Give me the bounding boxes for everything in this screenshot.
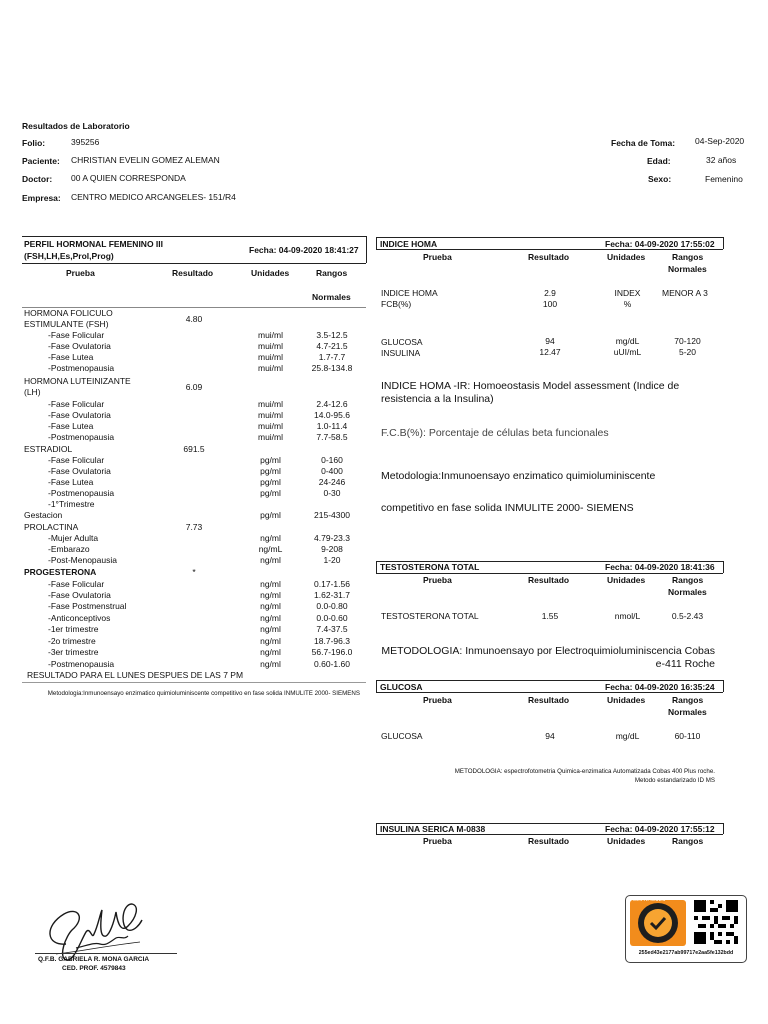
test-range: 0.17-1.56	[314, 579, 350, 589]
test-name: -Fase Ovulatoria	[48, 410, 111, 420]
test-name: -Fase Lutea	[48, 421, 94, 431]
test-range: 0-400	[321, 466, 343, 476]
doctor-value: 00 A QUIEN CORRESPONDA	[71, 173, 186, 183]
insulina-date: Fecha: 04-09-2020 17:55:12	[605, 824, 715, 834]
handwritten-signature	[36, 896, 156, 976]
test-name: -Fase Ovulatoria	[48, 590, 111, 600]
test-name: -Postmenopausia	[48, 488, 115, 498]
test-unit: pg/ml	[260, 488, 281, 498]
hormonal-subtitle: (FSH,LH,Es,Prol,Prog)	[24, 251, 114, 261]
homa-row-unit: mg/dL	[615, 336, 640, 346]
col-prueba: Prueba	[66, 268, 95, 278]
fecha-toma-value: 04-Sep-2020	[695, 136, 745, 146]
test-name: -Fase Folicular	[48, 455, 105, 465]
section-side-rule	[376, 237, 377, 249]
test-unit: ng/ml	[260, 533, 281, 543]
test-name: -Fase Ovulatoria	[48, 341, 111, 351]
test-range: 24-246	[318, 477, 346, 487]
testosterona-name: TESTOSTERONA TOTAL	[381, 611, 479, 621]
homa-method-2: competitivo en fase solida INMULITE 2000- SIEMENS	[381, 502, 634, 514]
homa-row-unit: %	[623, 299, 632, 309]
homa-date: Fecha: 04-09-2020 17:55:02	[605, 239, 715, 249]
section-header-rule	[376, 249, 723, 250]
test-name: -Postmenopausia	[48, 363, 115, 373]
col-prueba: Prueba	[423, 252, 452, 262]
paciente-value: CHRISTIAN EVELIN GOMEZ ALEMAN	[71, 155, 220, 165]
section-side-rule	[376, 823, 377, 834]
test-name: -2o trimestre	[48, 636, 96, 646]
homa-row-result: 2.9	[544, 288, 556, 298]
test-range: 14.0-95.6	[314, 410, 350, 420]
col-unidades: Unidades	[607, 695, 646, 705]
homa-row-result: 12.47	[539, 347, 561, 357]
signature-line	[35, 953, 177, 954]
col-rangos: Rangos	[672, 252, 704, 262]
section-side-rule	[723, 237, 724, 249]
col-normales: Normales	[668, 264, 707, 274]
test-name: -Fase Ovulatoria	[48, 466, 111, 476]
col-unidades: Unidades	[607, 252, 646, 262]
section-top-rule	[376, 237, 723, 238]
glucosa-result: 94	[545, 731, 555, 741]
qr-code-icon[interactable]	[694, 900, 738, 944]
test-unit: ng/ml	[260, 659, 281, 669]
test-unit: ng/ml	[260, 636, 281, 646]
section-side-rule	[723, 823, 724, 834]
fcb-description: F.C.B(%): Porcentaje de células beta funcionales	[381, 427, 609, 439]
test-range: 18.7-96.3	[314, 636, 350, 646]
test-range: 7.4-37.5	[316, 624, 348, 634]
test-unit: ng/ml	[260, 613, 281, 623]
section-header-rule	[376, 692, 723, 693]
col-normales: Normales	[668, 587, 707, 597]
test-name: -Fase Folicular	[48, 399, 105, 409]
note-rule	[22, 682, 366, 683]
col-unidades: Unidades	[251, 268, 290, 278]
hormonal-date: Fecha: 04-09-2020 18:41:27	[249, 245, 359, 255]
section-side-rule	[376, 561, 377, 573]
doctor-label: Doctor:	[22, 174, 53, 184]
test-name: -Fase Folicular	[48, 330, 105, 340]
test-name: PROLACTINA	[24, 522, 79, 532]
test-unit: ng/ml	[260, 579, 281, 589]
test-name: -Anticonceptivos	[48, 613, 111, 623]
test-unit: mui/ml	[257, 410, 284, 420]
test-name: ESTRADIOL	[24, 444, 73, 454]
homa-description: INDICE HOMA -IR: Homoeostasis Model assessment (Indice de resistencia a la Insulina)	[381, 380, 680, 405]
glucosa-title: GLUCOSA	[380, 682, 423, 692]
section-top-rule	[376, 680, 723, 681]
folio-value: 395256	[71, 137, 100, 147]
test-range: 25.8-134.8	[311, 363, 353, 373]
test-result: 4.80	[185, 314, 203, 324]
signer-cedula: CED. PROF. 4579843	[62, 965, 126, 972]
glucosa-name: GLUCOSA	[381, 731, 423, 741]
seal-text: CERTIFICADO	[633, 897, 666, 902]
section-side-rule	[723, 680, 724, 692]
homa-row-result: 94	[545, 336, 555, 346]
test-name: ESTIMULANTE (FSH)	[24, 319, 109, 329]
hormonal-note: RESULTADO PARA EL LUNES DESPUES DE LAS 7 PM	[27, 670, 244, 680]
testosterona-date: Fecha: 04-09-2020 18:41:36	[605, 562, 715, 572]
test-range: 3.5-12.5	[316, 330, 348, 340]
testosterona-method-1: METODOLOGIA: Inmunoensayo por Electroquimioluminiscencia Cobas	[381, 645, 715, 657]
section-header-rule	[376, 573, 723, 574]
section-side-rule	[723, 561, 724, 573]
col-unidades: Unidades	[607, 836, 646, 846]
test-unit: pg/ml	[260, 466, 281, 476]
edad-label: Edad:	[647, 156, 671, 166]
glucosa-unit: mg/dL	[615, 731, 640, 741]
test-name: -Embarazo	[48, 544, 90, 554]
test-unit: ng/ml	[260, 624, 281, 634]
test-name: (LH)	[24, 387, 41, 397]
test-range: 1-20	[323, 555, 341, 565]
test-range: 1.7-7.7	[318, 352, 346, 362]
test-range: 215-4300	[314, 510, 350, 520]
section-header-rule	[22, 263, 366, 264]
paciente-label: Paciente:	[22, 156, 60, 166]
hormonal-title: PERFIL HORMONAL FEMENINO III	[24, 239, 163, 249]
test-range: 0.60-1.60	[314, 659, 350, 669]
testosterona-unit: nmol/L	[614, 611, 641, 621]
test-name: -Fase Folicular	[48, 579, 105, 589]
test-unit: ng/ml	[260, 555, 281, 565]
test-range: 0.0-0.80	[316, 601, 348, 611]
test-name: HORMONA LUTEINIZANTE	[24, 376, 131, 386]
col-prueba: Prueba	[423, 575, 452, 585]
col-prueba: Prueba	[423, 836, 452, 846]
empresa-label: Empresa:	[22, 193, 61, 203]
signer-name: Q.F.B. GABRIELA R. MONA GARCIA	[38, 956, 150, 963]
test-unit: mui/ml	[257, 330, 284, 340]
testosterona-method-2: e-411 Roche	[655, 658, 715, 670]
homa-row-range: 70-120	[674, 336, 701, 346]
test-name: -3er trimestre	[48, 647, 99, 657]
col-prueba: Prueba	[423, 695, 452, 705]
hormonal-method: Metodologia:Inmunoensayo enzimatico quimioluminiscente competitivo en fase solida INMULITE 2000- SIEMENS	[47, 690, 360, 697]
col-rangos: Rangos	[316, 268, 348, 278]
test-range: 4.79-23.3	[314, 533, 350, 543]
test-name: -Postmenopausia	[48, 659, 115, 669]
col-rangos: Rangos	[672, 575, 704, 585]
testosterona-title: TESTOSTERONA TOTAL	[380, 562, 480, 572]
test-range: 56.7-196.0	[311, 647, 353, 657]
col-resultado: Resultado	[528, 695, 570, 705]
insulina-title: INSULINA SERICA M-0838	[380, 824, 486, 834]
test-range: 1.0-11.4	[316, 421, 348, 431]
test-range: 1.62-31.7	[314, 590, 350, 600]
homa-row-name: GLUCOSA	[381, 337, 423, 347]
test-unit: pg/ml	[260, 477, 281, 487]
section-side-rule	[366, 236, 367, 263]
test-range: 9-208	[321, 544, 343, 554]
test-unit: mui/ml	[257, 432, 284, 442]
test-result: 691.5	[183, 444, 205, 454]
col-resultado: Resultado	[528, 836, 570, 846]
test-unit: mui/ml	[257, 399, 284, 409]
test-unit: ng/mL	[258, 544, 283, 554]
testosterona-range: 0.5-2.43	[671, 611, 704, 621]
test-range: 0-160	[321, 455, 343, 465]
sexo-label: Sexo:	[648, 174, 672, 184]
col-resultado: Resultado	[172, 268, 214, 278]
test-name: -1er trimestre	[48, 624, 99, 634]
test-unit: ng/ml	[260, 590, 281, 600]
homa-row-name: FCB(%)	[381, 299, 412, 309]
test-unit: mui/ml	[257, 341, 284, 351]
homa-row-result: 100	[542, 299, 558, 309]
test-name: HORMONA FOLICULO	[24, 308, 113, 318]
homa-row-range: 5-20	[678, 347, 696, 357]
test-range: 0-30	[323, 488, 341, 498]
test-result: 7.73	[185, 522, 203, 532]
col-normales: Normales	[312, 292, 351, 302]
test-range: 7.7-58.5	[316, 432, 348, 442]
homa-title: INDICE HOMA	[380, 239, 438, 249]
section-header-rule	[376, 834, 723, 835]
test-name: -Fase Lutea	[48, 352, 94, 362]
test-unit: ng/ml	[260, 647, 281, 657]
homa-row-name: INDICE HOMA	[381, 288, 438, 298]
test-range: 4.7-21.5	[316, 341, 348, 351]
test-name: -Fase Postmenstrual	[48, 601, 127, 611]
col-resultado: Resultado	[528, 252, 570, 262]
test-range: 2.4-12.6	[316, 399, 348, 409]
homa-method-1: Metodologia:Inmunoensayo enzimatico quimioluminiscente	[381, 470, 656, 482]
test-result: *	[192, 567, 196, 577]
glucosa-date: Fecha: 04-09-2020 16:35:24	[605, 682, 715, 692]
col-resultado: Resultado	[528, 575, 570, 585]
test-name: -Post-Menopausia	[48, 555, 117, 565]
test-name: PROGESTERONA	[24, 567, 97, 577]
col-rangos: Rangos	[672, 836, 704, 846]
glucosa-method-1: METODOLOGIA: espectrofotometria Quimica-enzimatica Automatizada Cobas 400 Plus roche.	[454, 768, 715, 775]
testosterona-result: 1.55	[541, 611, 559, 621]
test-name: -1°Trimestre	[48, 499, 95, 509]
col-rangos: Rangos	[672, 695, 704, 705]
homa-row-range: MENOR A 3	[662, 288, 708, 298]
fecha-toma-label: Fecha de Toma:	[611, 138, 676, 148]
certificate-badge[interactable]	[625, 895, 747, 963]
test-name: -Fase Lutea	[48, 477, 94, 487]
col-unidades: Unidades	[607, 575, 646, 585]
sexo-value: Femenino	[705, 174, 743, 184]
test-unit: pg/ml	[260, 510, 281, 520]
folio-label: Folio:	[22, 138, 46, 148]
homa-row-unit: uUI/mL	[613, 347, 642, 357]
test-name: -Mujer Adulta	[48, 533, 99, 543]
test-result: 6.09	[185, 382, 203, 392]
certified-seal-icon	[630, 900, 686, 946]
glucosa-range: 60-110	[674, 731, 701, 741]
test-range: 0.0-0.60	[316, 613, 348, 623]
section-side-rule	[376, 680, 377, 692]
glucosa-method-2: Metodo estandarizado ID MS	[634, 777, 715, 784]
test-unit: mui/ml	[257, 352, 284, 362]
test-unit: mui/ml	[257, 363, 284, 373]
empresa-value: CENTRO MEDICO ARCANGELES- 151/R4	[71, 192, 236, 202]
test-unit: ng/ml	[260, 601, 281, 611]
homa-row-unit: INDEX	[614, 288, 641, 298]
edad-value: 32 años	[706, 155, 737, 165]
col-normales: Normales	[668, 707, 707, 717]
certificate-hash: 255ed43e2177ab99717e2aa5fe132bdd	[638, 950, 734, 956]
test-name: -Postmenopausia	[48, 432, 115, 442]
test-unit: mui/ml	[257, 421, 284, 431]
test-unit: pg/ml	[260, 455, 281, 465]
section-top-rule	[22, 236, 366, 237]
test-name: Gestacion	[24, 510, 63, 520]
document-title: Resultados de Laboratorio	[22, 121, 130, 131]
homa-row-name: INSULINA	[381, 348, 421, 358]
